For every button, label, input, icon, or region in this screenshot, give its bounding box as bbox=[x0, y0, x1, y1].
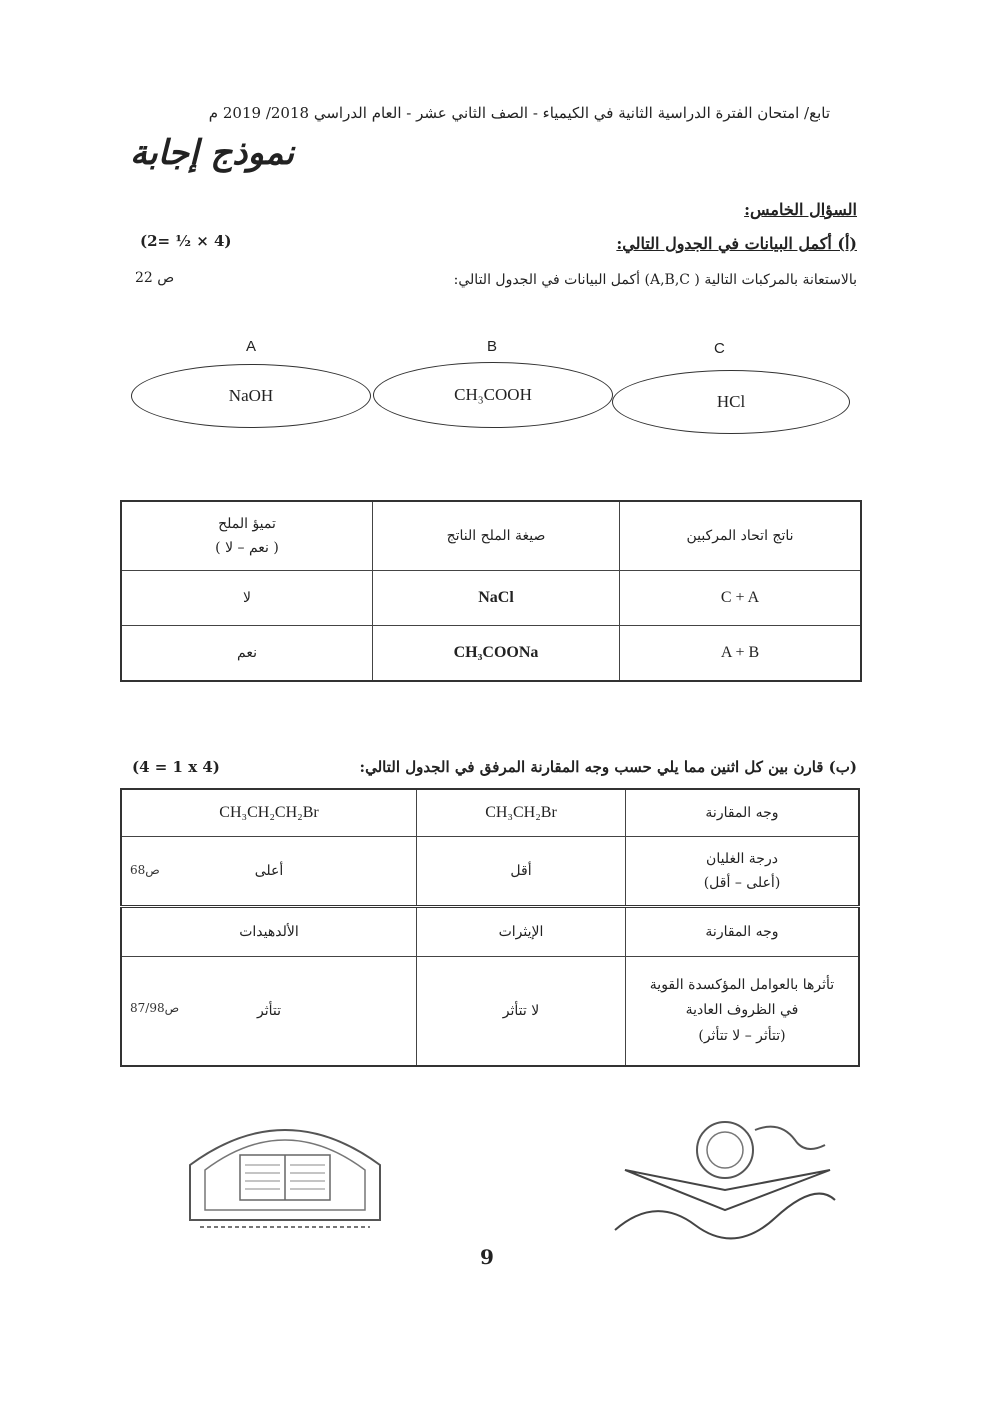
part-a-marks: (2= ½ × 4) bbox=[140, 232, 232, 250]
question-5-title: السؤال الخامس: bbox=[744, 200, 857, 219]
header-hydrolysis-options: ( نعم – لا ) bbox=[215, 540, 279, 556]
table-row bbox=[121, 837, 859, 907]
t2-val2-cell bbox=[121, 957, 417, 1067]
compound-b-formula: CH₃COOH bbox=[454, 385, 532, 404]
t2-val2: تتأثر bbox=[256, 1003, 281, 1019]
table-row bbox=[121, 957, 859, 1067]
table-row bbox=[121, 789, 859, 837]
part-b-title: (ب) قارن بين كل اثنين مما يلي حسب وجه المقارنة المرفق في الجدول التالي: bbox=[359, 758, 857, 776]
table-row bbox=[121, 571, 861, 626]
compound-c-ellipse bbox=[612, 370, 850, 434]
row2-hydrolysis: نعم bbox=[121, 626, 373, 682]
t1-row-label bbox=[626, 837, 860, 907]
t2-row-label bbox=[626, 957, 860, 1067]
part-b-marks: (4 = 1 x 4) bbox=[132, 758, 220, 776]
compound-b-ellipse bbox=[373, 362, 613, 428]
row2-combo: A + B bbox=[620, 626, 862, 682]
table-row bbox=[121, 626, 861, 682]
t1-col2: CH₃CH₂CH₂Br bbox=[121, 789, 417, 837]
row1-combo: C + A bbox=[620, 571, 862, 626]
page-number: 9 bbox=[480, 1245, 494, 1269]
salt-table bbox=[120, 500, 862, 682]
compound-c-label: C bbox=[714, 340, 725, 357]
compound-b-label: B bbox=[487, 338, 498, 355]
t2-row-label-1: تأثرها بالعوامل المؤكسدة القوية bbox=[649, 977, 835, 994]
exam-header: تابع/ امتحان الفترة الدراسية الثانية في الكيمياء - الصف الثاني عشر - العام الدراسي 2018/ 2019 م bbox=[208, 104, 830, 122]
compound-a-formula: NaOH bbox=[228, 386, 274, 405]
t2-header-label: وجه المقارنة bbox=[626, 907, 860, 957]
part-a-title-text: (أ) أكمل البيانات في الجدول التالي: bbox=[616, 234, 857, 253]
row1-hydrolysis: لا bbox=[121, 571, 373, 626]
t2-row-label-3: (تتأثر – لا تتأثر) bbox=[698, 1027, 786, 1044]
t2-col1: الإيثرات bbox=[417, 907, 626, 957]
t1-col1: CH₃CH₂Br bbox=[417, 789, 626, 837]
t2-col2: الألدهيدات bbox=[121, 907, 417, 957]
t2-val1: لا تتأثر bbox=[417, 957, 626, 1067]
part-a-page-ref: ص 22 bbox=[135, 270, 175, 286]
ministry-stamp-right bbox=[595, 1100, 845, 1240]
table-header-row bbox=[121, 501, 861, 571]
header-combo: ناتج اتحاد المركبين bbox=[620, 501, 862, 571]
compound-c-formula: HCl bbox=[716, 392, 746, 411]
compound-a-label: A bbox=[246, 338, 257, 355]
header-salt: صيغة الملح الناتج bbox=[373, 501, 620, 571]
header-hydrolysis bbox=[121, 501, 373, 571]
comparison-table bbox=[120, 788, 860, 1067]
header-hydrolysis-label: تميؤ الملح bbox=[218, 516, 276, 532]
t1-val2: أعلى bbox=[254, 863, 284, 879]
compound-a-ellipse bbox=[131, 364, 371, 428]
model-answer-title: نموذج إجابة bbox=[130, 133, 295, 173]
t1-page-ref: ص68 bbox=[130, 863, 160, 877]
part-a-title bbox=[616, 234, 857, 253]
t1-row-label-text: درجة الغليان bbox=[706, 851, 778, 867]
t1-header-label: وجه المقارنة bbox=[626, 789, 860, 837]
t1-val2-cell bbox=[121, 837, 417, 907]
row1-salt: NaCl bbox=[373, 571, 620, 626]
t2-page-ref: ص87/98 bbox=[130, 1001, 180, 1015]
row2-salt: CH₃COONa bbox=[373, 626, 620, 682]
t1-val1: أقل bbox=[417, 837, 626, 907]
table-row bbox=[121, 907, 859, 957]
t2-row-label-2: في الظروف العادية bbox=[685, 1002, 799, 1019]
t1-row-label-sub: (أعلى – أقل) bbox=[703, 875, 781, 891]
ministry-stamp-left bbox=[180, 1105, 390, 1235]
part-a-instruction: بالاستعانة بالمركبات التالية ( A,B,C) أكمل البيانات في الجدول التالي: bbox=[453, 272, 857, 288]
